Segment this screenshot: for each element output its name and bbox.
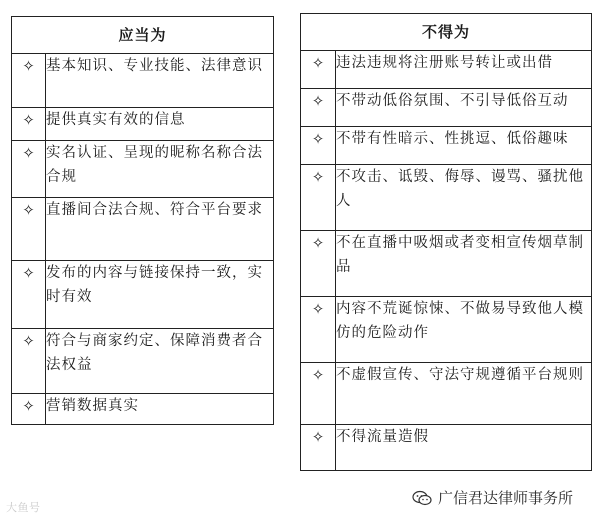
rule-text: 不带动低俗氛围、不引导低俗互动 [336,89,592,127]
watermark-right [412,487,573,508]
table-row [301,165,592,231]
wechat-icon [412,490,432,506]
table-row [301,363,592,425]
diamond-bullet-icon: ✧ [12,141,46,198]
watermark-right-text: 广信君达律师事务所 [438,489,574,507]
table-row [12,394,274,425]
diamond-bullet-icon: ✧ [12,261,46,329]
must-not-do-header: 不得为 [301,14,592,51]
diamond-bullet-icon: ✧ [301,89,336,127]
rule-text: 基本知识、专业技能、法律意识 [46,54,274,108]
diamond-bullet-icon: ✧ [12,54,46,108]
diamond-bullet-icon: ✧ [12,394,46,425]
rule-text: 不攻击、诋毁、侮辱、谩骂、骚扰他人 [336,165,592,231]
table-row [12,198,274,261]
diamond-bullet-icon: ✧ [12,108,46,141]
table-row [12,54,274,108]
rule-text: 提供真实有效的信息 [46,108,274,141]
should-do-header: 应当为 [12,17,274,54]
rule-text: 实名认证、呈现的昵称名称合法合规 [46,141,274,198]
rule-text: 直播间合法合规、符合平台要求 [46,198,274,261]
rule-text: 内容不荒诞惊悚、不做易导致他人模仿的危险动作 [336,297,592,363]
diamond-bullet-icon: ✧ [301,127,336,165]
diamond-bullet-icon: ✧ [12,198,46,261]
watermark-left [6,499,41,515]
rule-text: 营销数据真实 [46,394,274,425]
rule-text: 不带有性暗示、性挑逗、低俗趣味 [336,127,592,165]
rule-text: 不虚假宣传、守法守规遵循平台规则 [336,363,592,425]
rule-text: 不得流量造假 [336,425,592,471]
diamond-bullet-icon: ✧ [12,329,46,394]
rule-text: 违法违规将注册账号转让或出借 [336,51,592,89]
table-row [12,108,274,141]
table-row [12,261,274,329]
diamond-bullet-icon: ✧ [301,425,336,471]
must-not-do-table [300,13,592,471]
diamond-bullet-icon: ✧ [301,165,336,231]
table-row [301,127,592,165]
table-row [301,297,592,363]
rule-text: 发布的内容与链接保持一致，实时有效 [46,261,274,329]
table-row [301,89,592,127]
table-row [12,141,274,198]
table-row [301,425,592,471]
diamond-bullet-icon: ✧ [301,297,336,363]
rule-text: 符合与商家约定、保障消费者合法权益 [46,329,274,394]
table-row [12,329,274,394]
diamond-bullet-icon: ✧ [301,231,336,297]
diamond-bullet-icon: ✧ [301,51,336,89]
table-row [301,231,592,297]
table-row [301,51,592,89]
rule-text: 不在直播中吸烟或者变相宣传烟草制品 [336,231,592,297]
watermark-left-text: 大鱼号 [6,501,41,514]
diamond-bullet-icon: ✧ [301,363,336,425]
should-do-table [11,16,274,425]
